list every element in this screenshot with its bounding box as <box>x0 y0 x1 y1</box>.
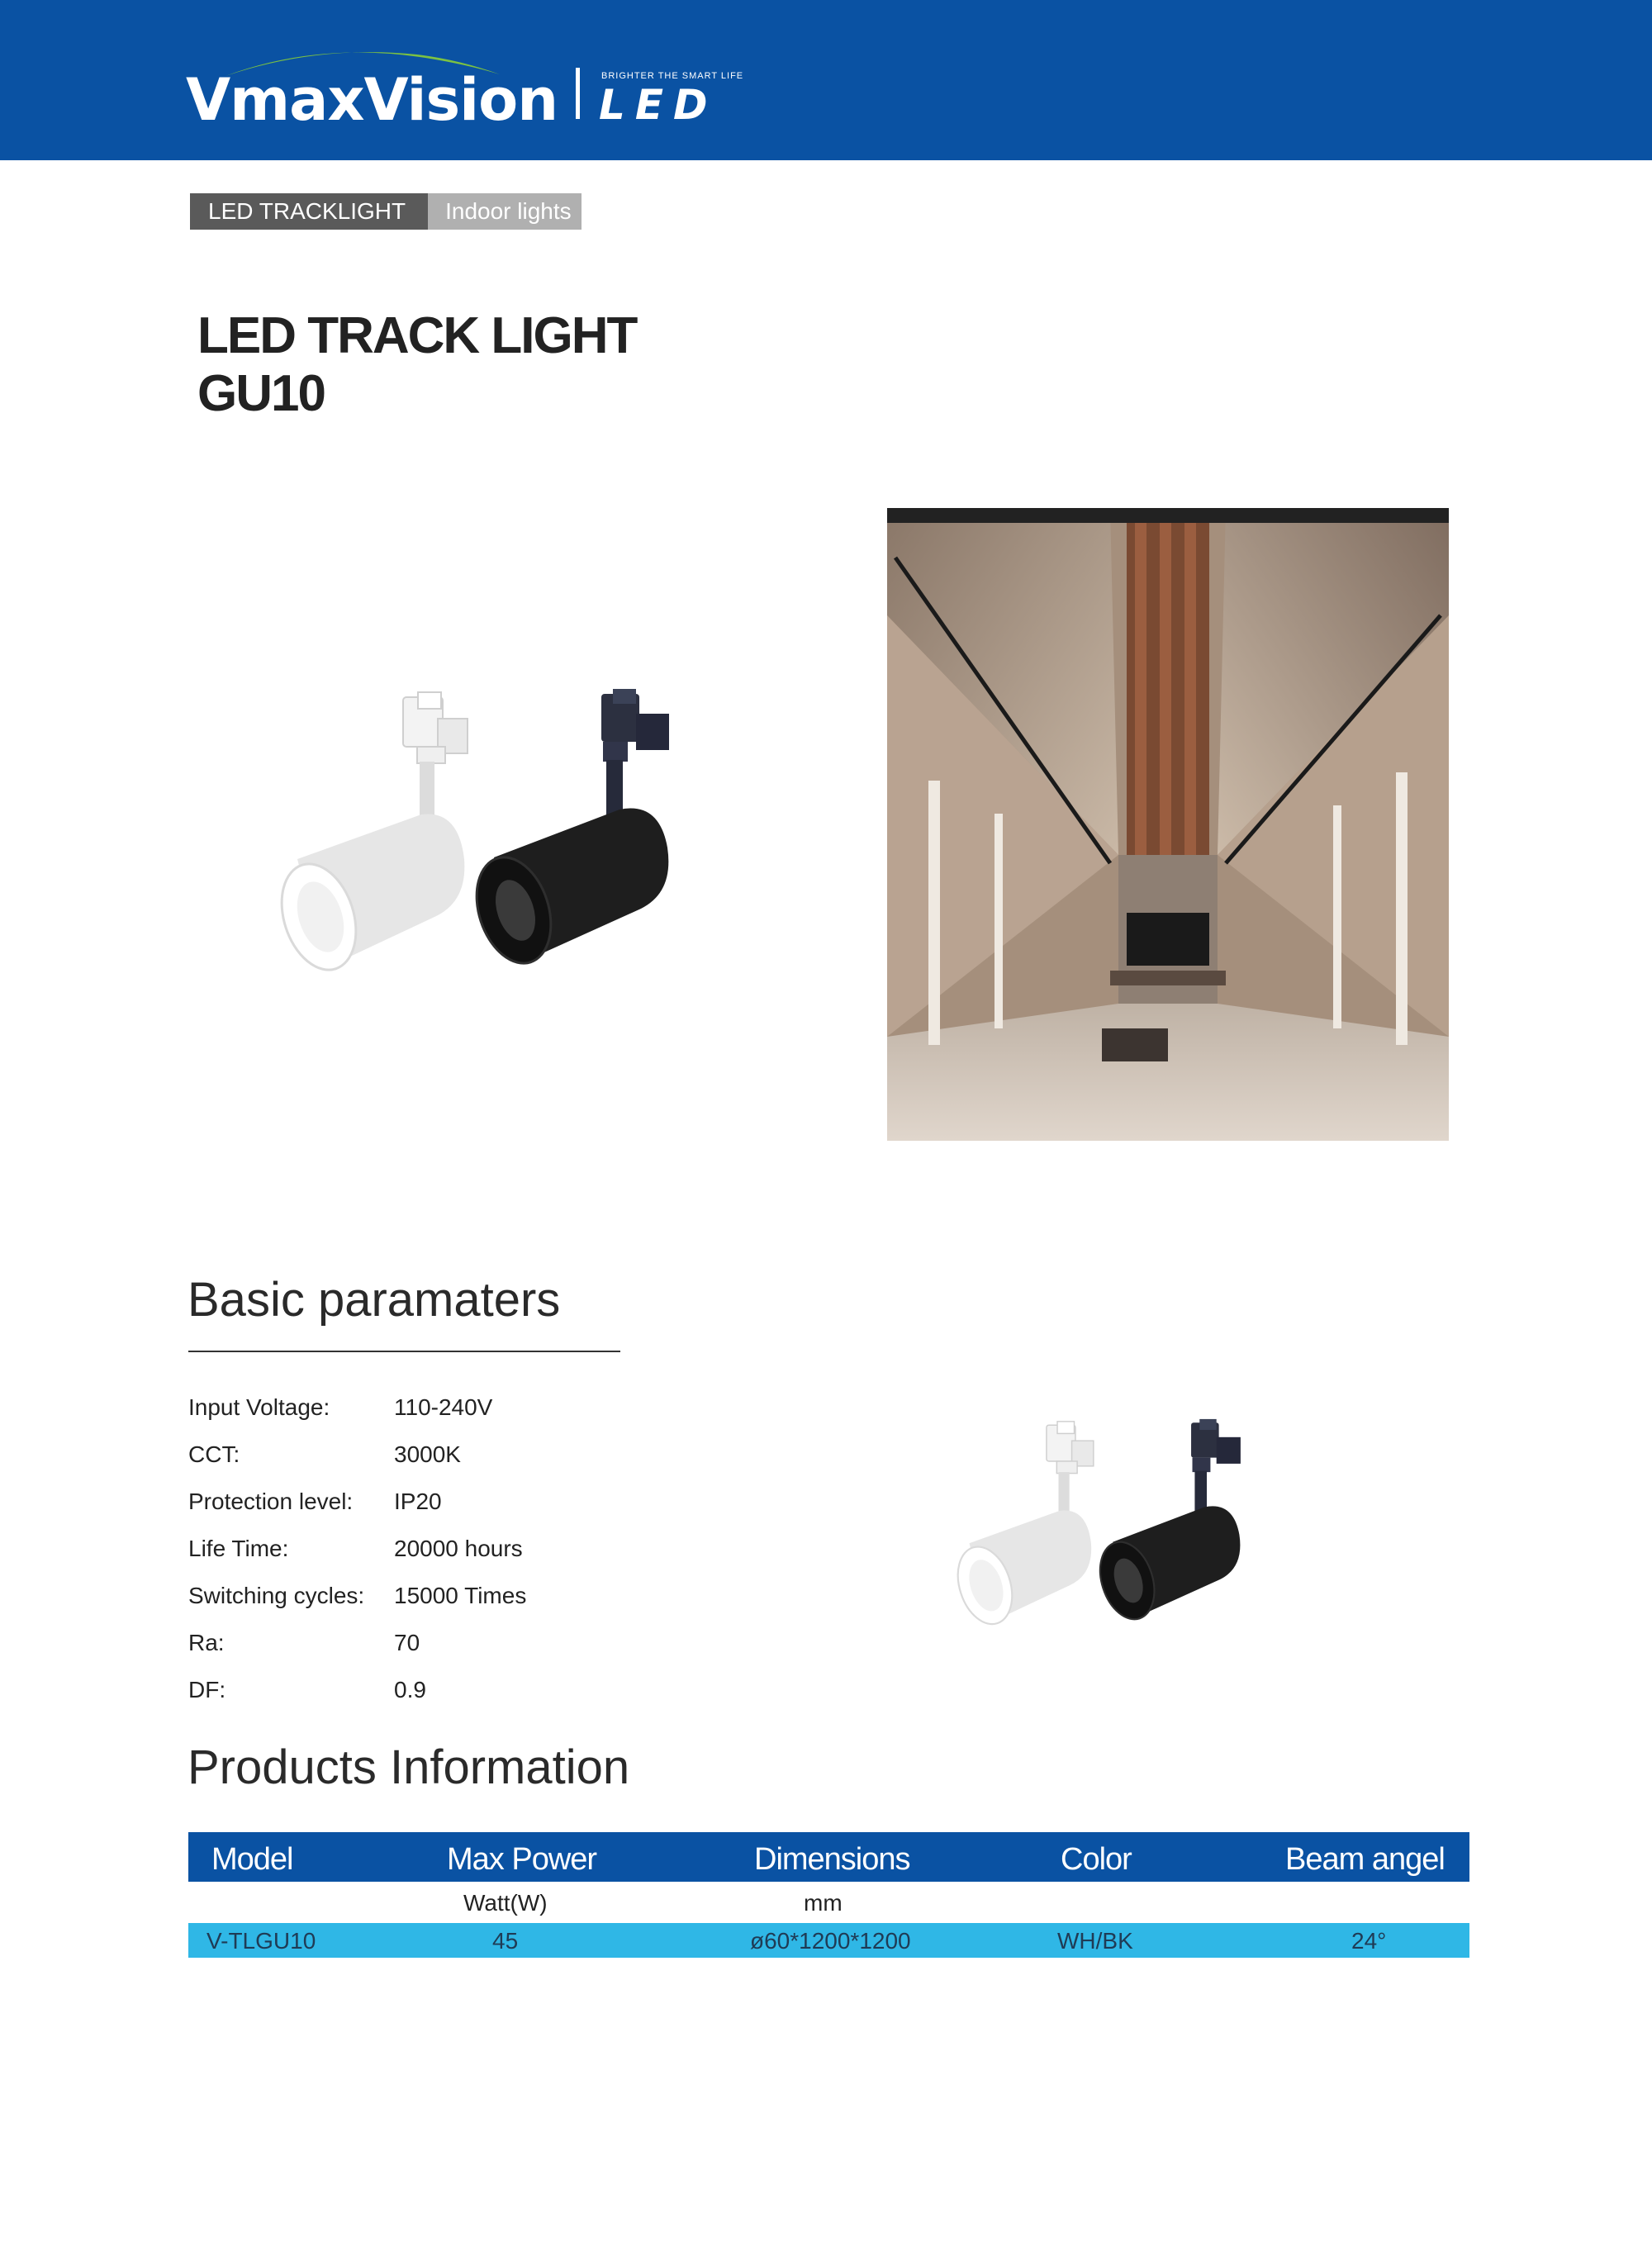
parameter-label: Life Time: <box>188 1536 289 1561</box>
brand-logo <box>186 46 748 134</box>
parameter-label: Ra: <box>188 1630 225 1655</box>
basic-parameters-heading: Basic paramaters <box>188 1273 561 1327</box>
column-header-color: Color <box>1061 1842 1132 1877</box>
logo-divider <box>576 68 580 119</box>
parameter-value: 15000 Times <box>394 1583 527 1608</box>
unit-dimensions: mm <box>804 1890 843 1916</box>
product-title-line-2: GU10 <box>197 365 325 422</box>
brand-tagline: BRIGHTER THE SMART LIFE <box>601 71 744 81</box>
product-title <box>197 307 636 423</box>
parameter-label: CCT: <box>188 1441 240 1467</box>
product-title-line-1: LED TRACK LIGHT <box>197 307 637 364</box>
breadcrumb <box>190 193 582 230</box>
column-header-dimensions: Dimensions <box>754 1842 910 1877</box>
cell-max-power: 45 <box>492 1928 519 1954</box>
products-information-heading: Products Information <box>188 1740 630 1794</box>
products-table <box>188 1832 1469 1958</box>
parameter-label: DF: <box>188 1677 226 1702</box>
column-header-max-power: Max Power <box>447 1842 597 1877</box>
breadcrumb-subcategory[interactable]: Indoor lights <box>428 193 582 230</box>
parameter-value: IP20 <box>394 1489 442 1514</box>
table-units-row <box>188 1882 1469 1923</box>
column-header-beam-angle: Beam angel <box>1285 1842 1445 1877</box>
header-bar <box>0 0 1652 160</box>
interior-application-photo <box>887 508 1449 1141</box>
parameter-value: 110-240V <box>394 1394 493 1420</box>
parameter-label: Switching cycles: <box>188 1583 365 1608</box>
cell-dimensions: ø60*1200*1200 <box>750 1928 911 1954</box>
cell-model: V-TLGU10 <box>206 1928 316 1954</box>
cell-beam-angle: 24° <box>1351 1928 1387 1954</box>
cell-color: WH/BK <box>1057 1928 1133 1954</box>
heading-underline <box>188 1351 620 1352</box>
parameter-label: Protection level: <box>188 1489 354 1514</box>
table-header-row <box>188 1832 1469 1882</box>
parameter-value: 0.9 <box>394 1677 426 1702</box>
brand-name: VmaxVision <box>186 66 558 134</box>
parameter-label: Input Voltage: <box>188 1394 330 1420</box>
breadcrumb-category[interactable]: LED TRACKLIGHT <box>190 193 428 230</box>
table-row <box>188 1923 1469 1958</box>
column-header-model: Model <box>211 1842 293 1877</box>
parameter-value: 20000 hours <box>394 1536 523 1561</box>
parameter-value: 70 <box>394 1630 420 1655</box>
product-photo-track-lights-small <box>950 1417 1272 1640</box>
brand-led-mark: LED <box>599 81 718 129</box>
product-photo-track-lights <box>273 686 710 991</box>
unit-max-power: Watt(W) <box>463 1890 548 1916</box>
parameter-value: 3000K <box>394 1441 461 1467</box>
